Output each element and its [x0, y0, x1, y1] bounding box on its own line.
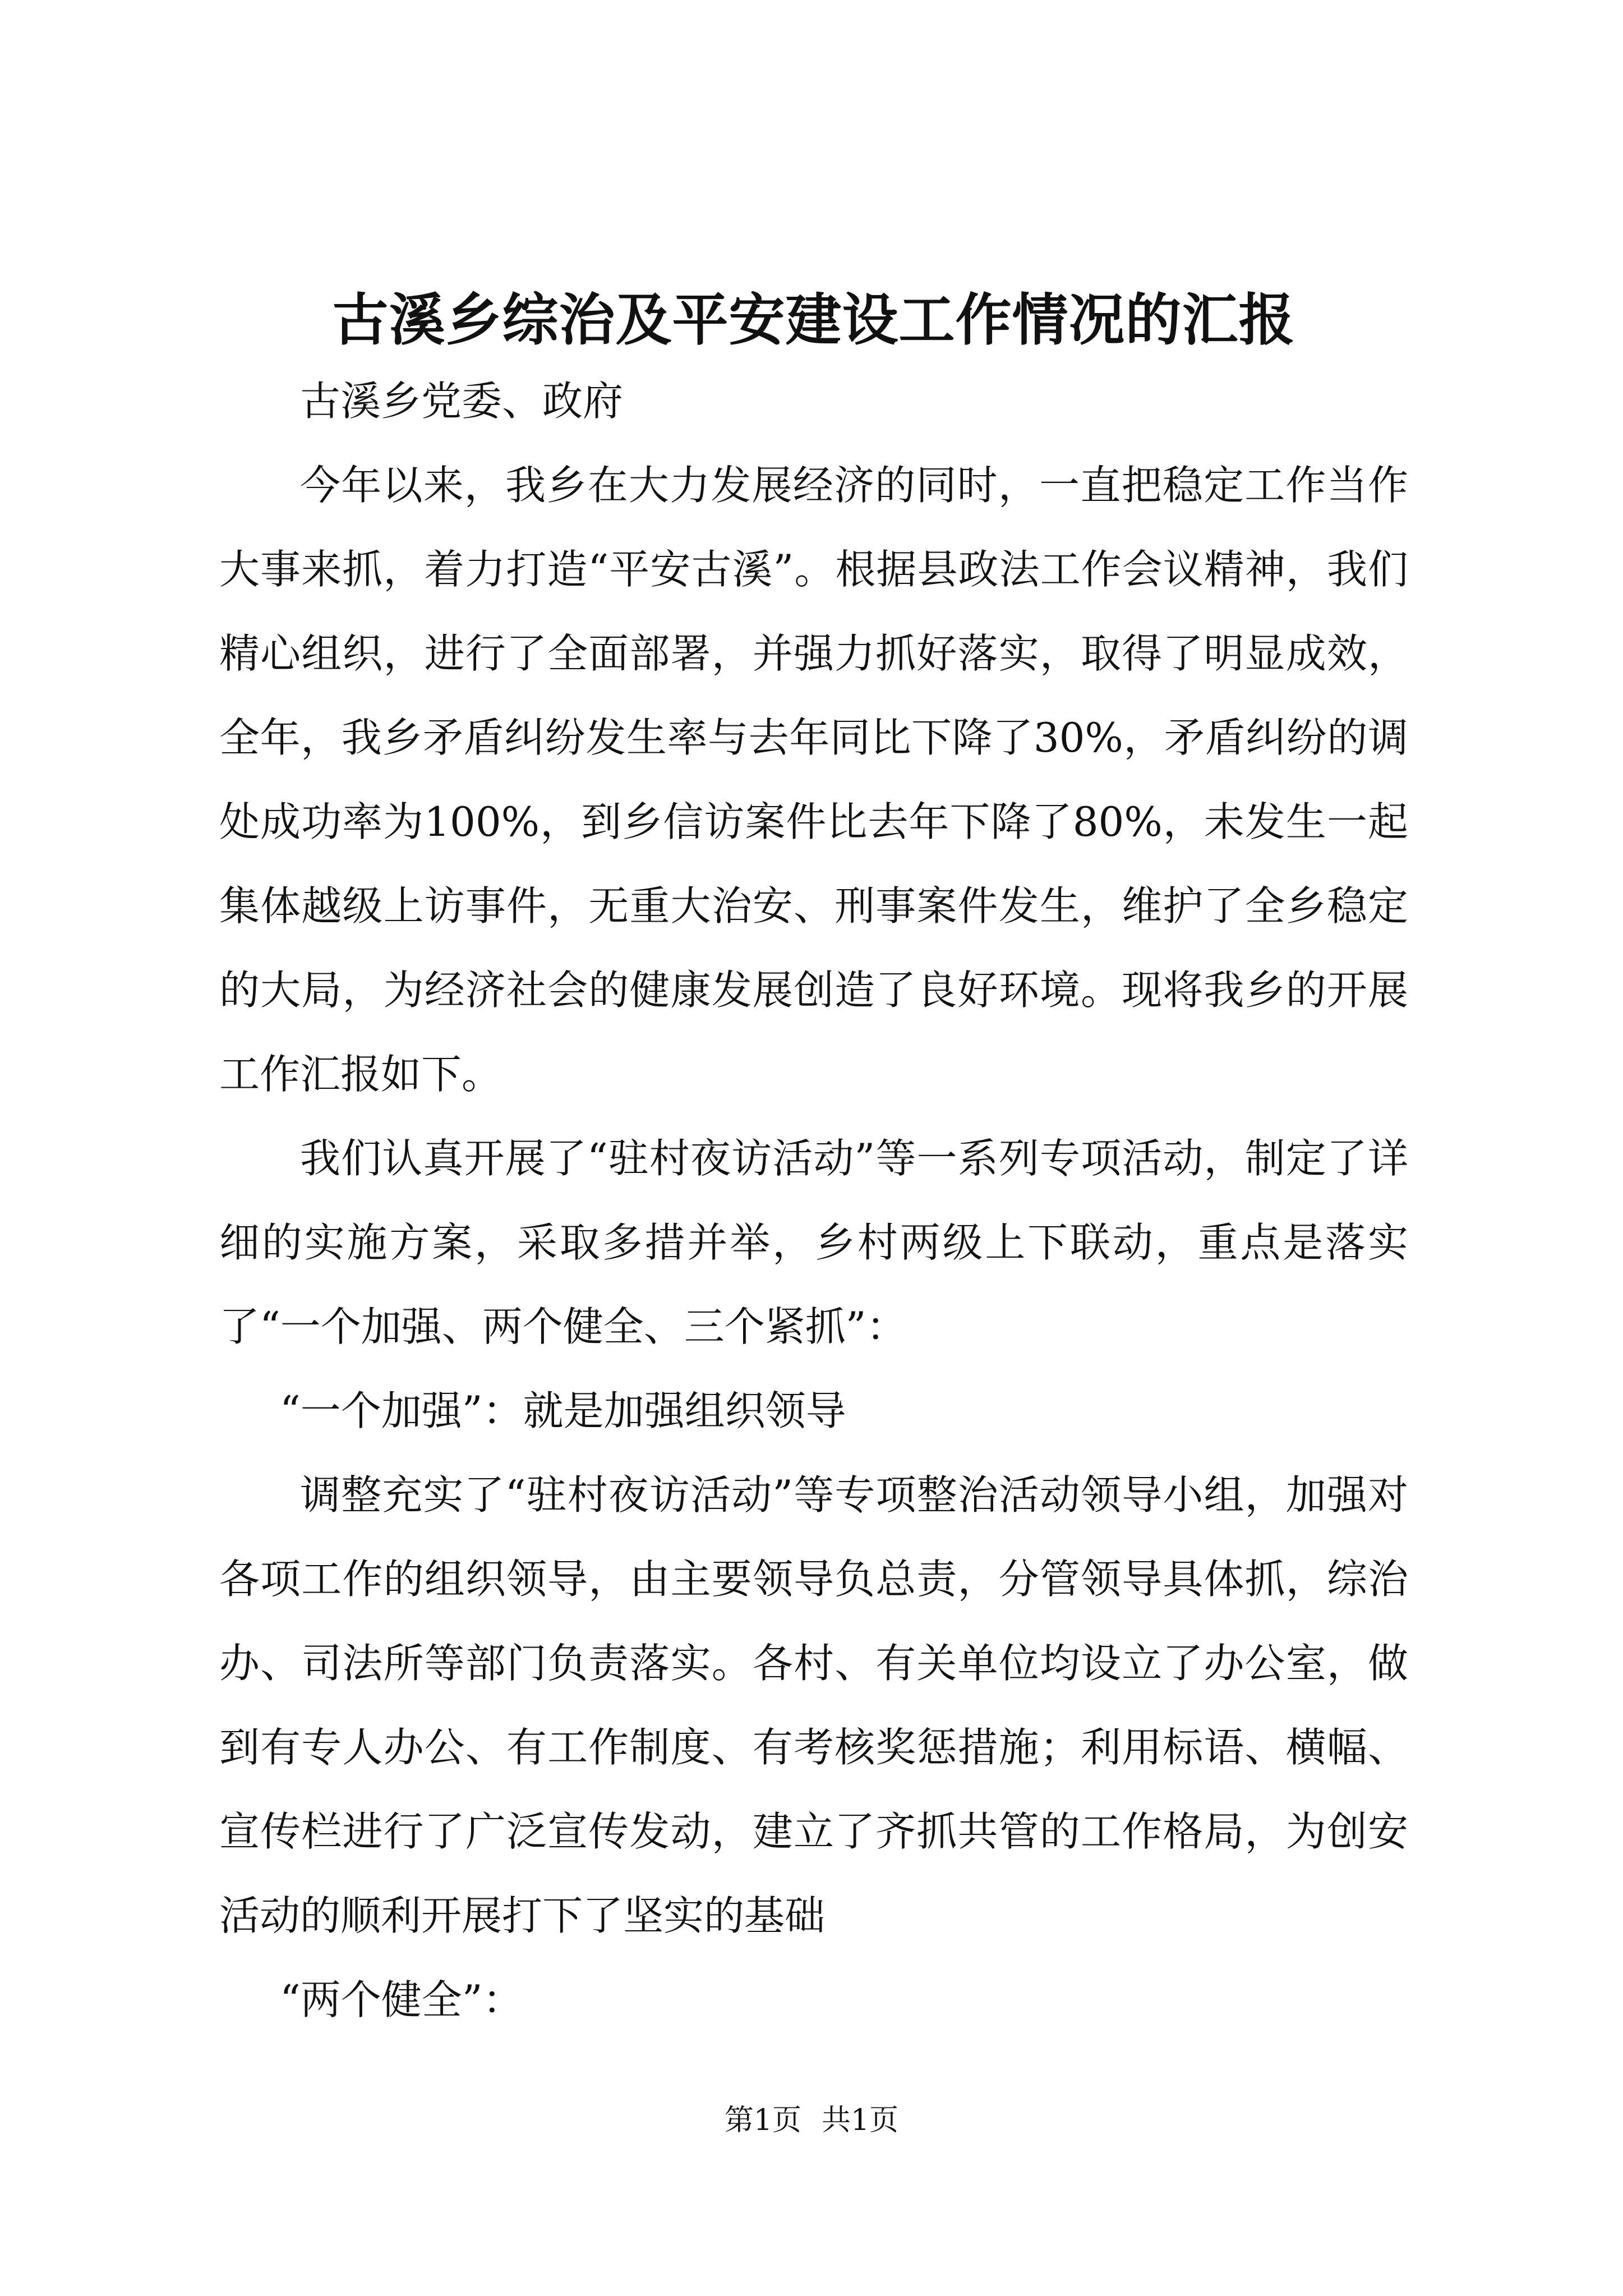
paragraph-activities: 我们认真开展了“驻村夜访活动”等一系列专项活动，制定了详细的实施方案，采取多措并举，乡村两级上下联动，重点是落实了“一个加强、两个健全、三个紧抓”： [219, 1135, 1408, 1350]
paragraph-intro: 今年以来，我乡在大力发展经济的同时，一直把稳定工作当作大事来抓，着力打造“平安古溪”。根据县政法工作会议精神，我们精心组织，进行了全面部署，并强力抓好落实，取得了明显成效，全年，我乡矛盾纠纷发生率与去年同比下降了30%，矛盾纠纷的调处成功率为100%，到乡信访案件比去年下降了80%，未发生一起集体越级上访事件，无重大治安、刑事案件发生，维护了全乡稳定的大局，为经济社会的健康发展创造了良好环境。现将我乡的开展工作汇报如下。 [219, 462, 1408, 1098]
document-title: 古溪乡综治及平安建设工作情况的汇报 [332, 287, 1295, 353]
document-body [219, 280, 1408, 2042]
page-number: 第1页 [724, 2104, 801, 2137]
heading-two-improve: “两个健全”： [280, 1976, 523, 2023]
page-total: 共1页 [822, 2104, 899, 2137]
author-line: 古溪乡党委、政府 [300, 378, 624, 425]
page-footer [0, 2101, 1623, 2140]
heading-one-strengthen: “一个加强”：就是加强组织领导 [280, 1387, 846, 1434]
paragraph-leadership: 调整充实了“驻村夜访活动”等专项整治活动领导小组，加强对各项工作的组织领导，由主要领导负总责，分管领导具体抓，综治办、司法所等部门负责落实。各村、有关单位均设立了办公室，做到有专人办公、有工作制度、有考核奖惩措施；利用标语、横幅、宣传栏进行了广泛宣传发动，建立了齐抓共管的工作格局，为创安活动的顺利开展打下了坚实的基础 [219, 1471, 1408, 1939]
